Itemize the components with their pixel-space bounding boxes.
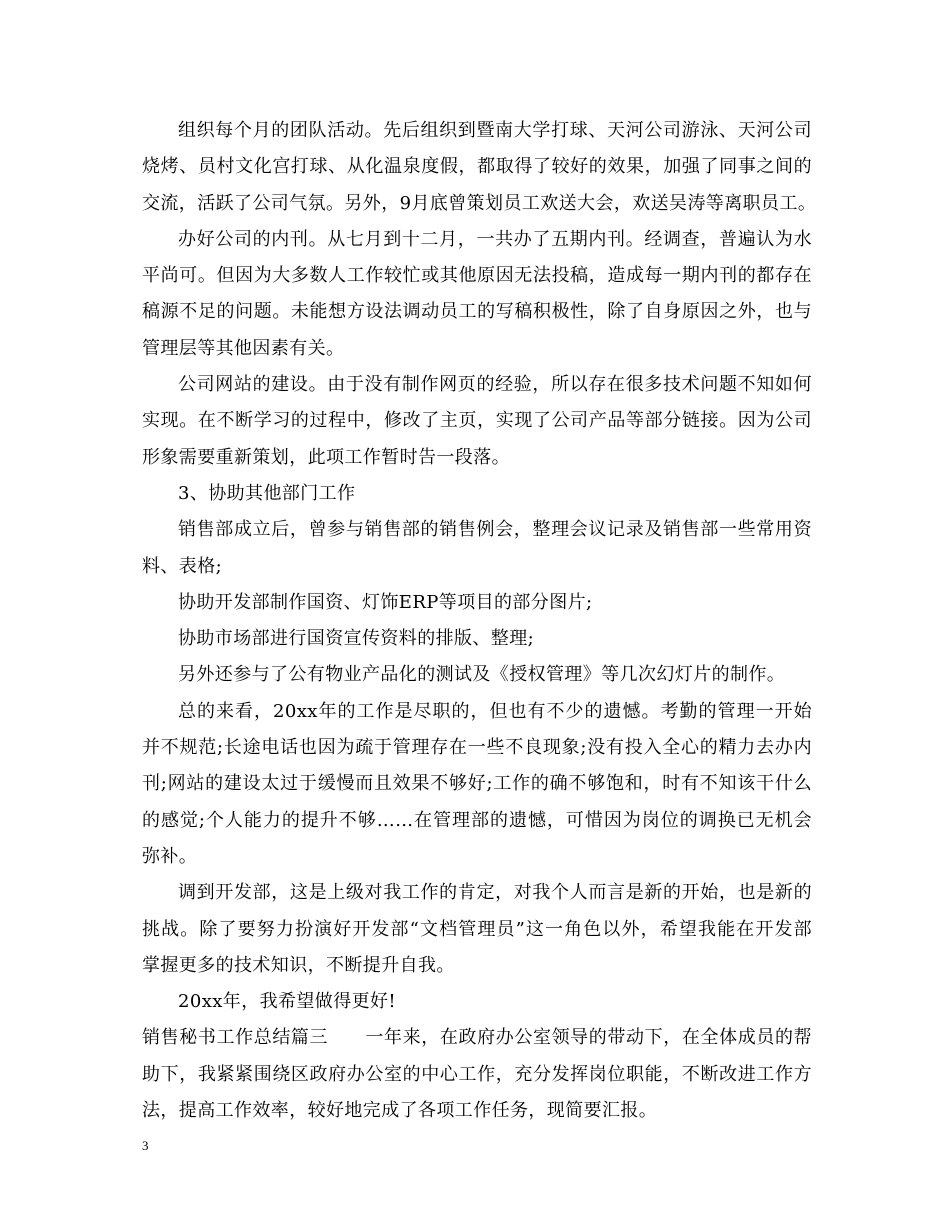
text-line: 刊;网站的建设太过于缓慢而且效果不够好;工作的确不够饱和，时有不知该干什么	[142, 773, 812, 795]
text-line: 办好公司的内刊。从七月到十二月，一共办了五期内刊。经调查，普遍认为水	[178, 228, 812, 250]
text-line: 掌握更多的技术知识，不断提升自我。	[142, 954, 455, 976]
text-line: 的感觉;个人能力的提升不够……在管理部的遗憾，可惜因为岗位的调换已无机会	[142, 809, 812, 831]
text-line: 总的来看，20xx年的工作是尽职的，但也有不少的遗憾。考勤的管理一开始	[178, 700, 812, 722]
text-line: 销售部成立后，曾参与销售部的销售例会，整理会议记录及销售部一些常用资	[178, 519, 812, 541]
text-line: 协助开发部制作国资、灯饰ERP等项目的部分图片;	[178, 591, 593, 613]
text-line: 法，提高工作效率，较好地完成了各项工作任务，现简要汇报。	[142, 1100, 658, 1122]
text-line: 平尚可。但因为大多数人工作较忙或其他原因无法投稿，造成每一期内刊的都存在	[142, 265, 812, 287]
text-line: 稿源不足的问题。未能想方设法调动员工的写稿积极性，除了自身原因之外，也与	[142, 301, 812, 323]
section-heading: 3、协助其他部门工作	[178, 482, 356, 504]
text-line: 交流，活跃了公司气氛。另外，9月底曾策划员工欢送大会，欢送吴涛等离职员工。	[142, 192, 817, 214]
text-line: 并不规范;长途电话也因为疏于管理存在一些不良现象;没有投入全心的精力去办内	[142, 737, 812, 759]
text-line: 助下，我紧紧围绕区政府办公室的中心工作，充分发挥岗位职能，不断改进工作方	[142, 1063, 812, 1085]
text-line: 形象需要重新策划，此项工作暂时告一段落。	[142, 446, 510, 468]
text-line: 另外还参与了公有物业产品化的测试及《授权管理》等几次幻灯片的制作。	[178, 664, 786, 686]
page-number: 3	[142, 1138, 149, 1153]
document-body	[142, 113, 817, 1129]
text-line: 挑战。除了要努力扮演好开发部“文档管理员”这一角色以外，希望我能在开发部	[142, 918, 812, 940]
text-line: 烧烤、员村文化宫打球、从化温泉度假，都取得了较好的效果，加强了同事之间的	[142, 156, 812, 178]
text-line: 公司网站的建设。由于没有制作网页的经验，所以存在很多技术问题不知如何	[178, 374, 812, 396]
text-line: 料、表格;	[142, 555, 223, 577]
text-line: 管理层等其他因素有关。	[142, 337, 345, 359]
text-line: 协助市场部进行国资宣传资料的排版、整理;	[178, 628, 535, 650]
text-line: 弥补。	[142, 845, 198, 867]
section-title-line: 销售秘书工作总结篇三 一年来，在政府办公室领导的带动下，在全体成员的帮	[142, 1027, 812, 1049]
text-line: 20xx年，我希望做得更好!	[178, 991, 397, 1013]
text-line: 组织每个月的团队活动。先后组织到暨南大学打球、天河公司游泳、天河公司	[178, 120, 812, 141]
text-line: 实现。在不断学习的过程中，修改了主页，实现了公司产品等部分链接。因为公司	[142, 410, 812, 432]
text-line: 调到开发部，这是上级对我工作的肯定，对我个人而言是新的开始，也是新的	[178, 882, 812, 904]
